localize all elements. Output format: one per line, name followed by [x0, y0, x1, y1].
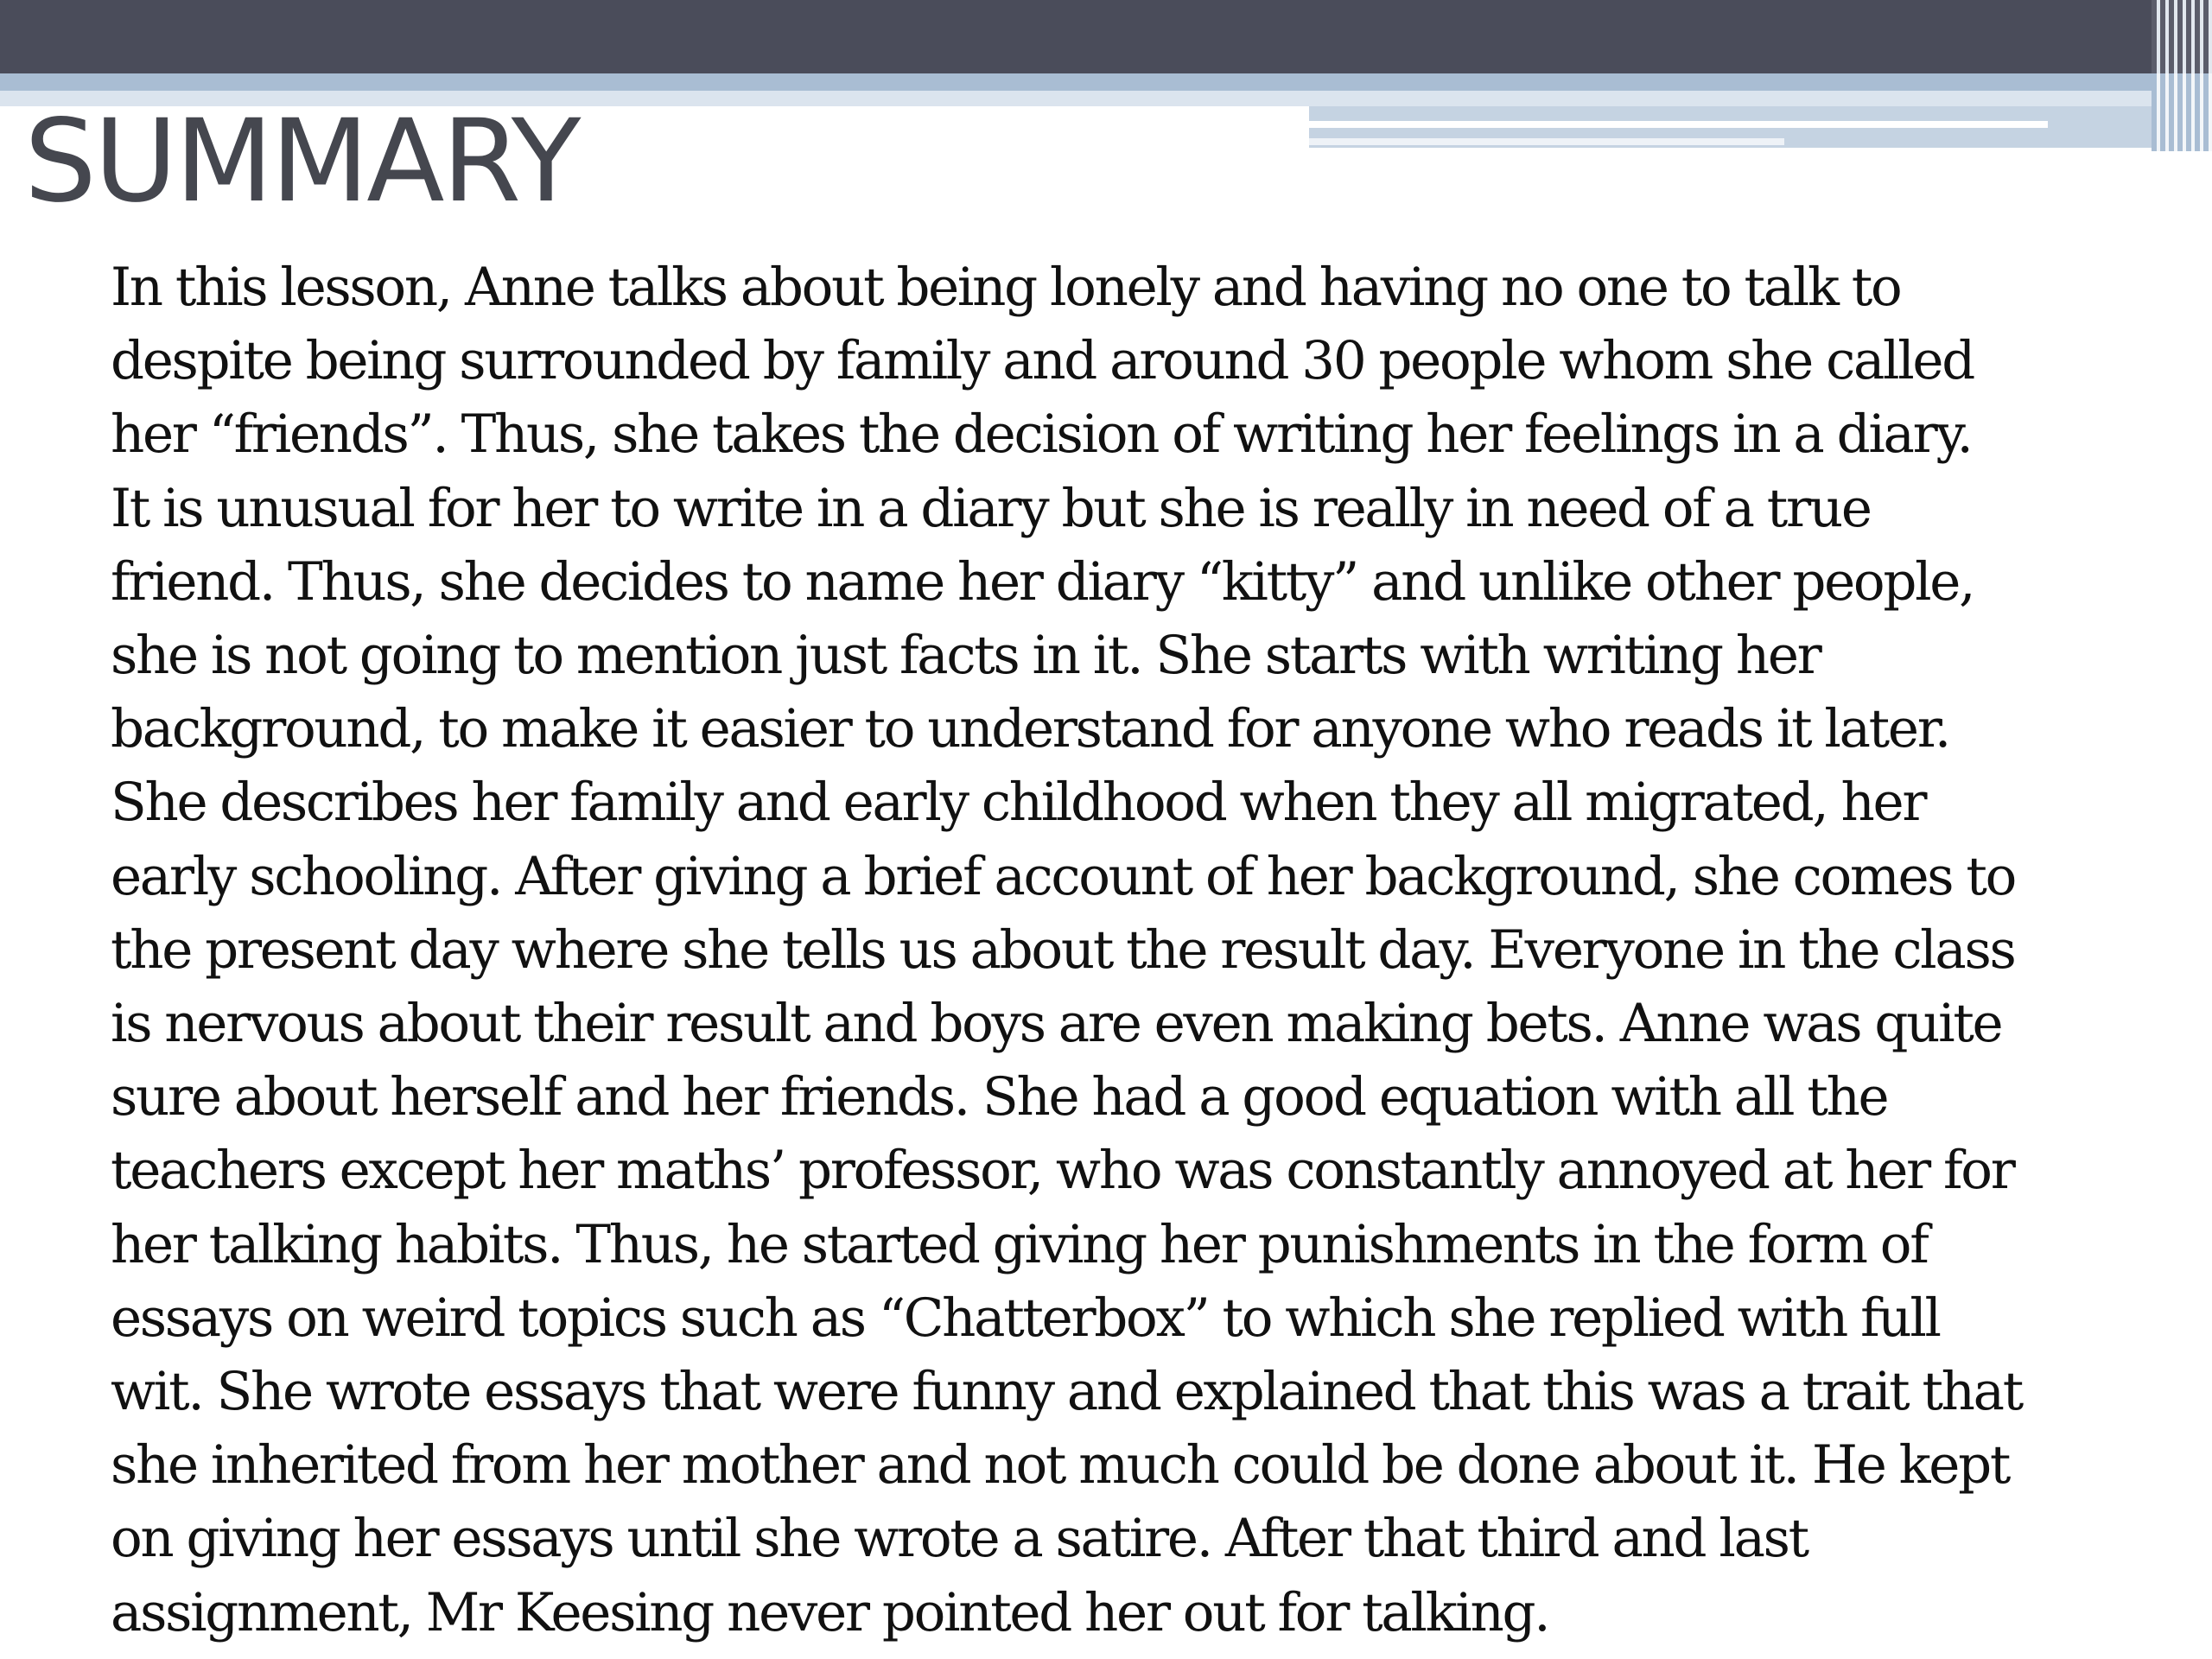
accent-band [0, 73, 2212, 91]
header-bar [0, 0, 2212, 73]
accent-line [1309, 138, 1784, 145]
slide-title: SUMMARY [24, 95, 579, 228]
corner-decoration [2152, 73, 2212, 151]
accent-line [1309, 121, 2048, 128]
summary-body-text: In this lesson, Anne talks about being lonely and having no one to talk to despite being surrounded by family and around 30 people whom she called her “friends”. Thus, she takes the decision of writing her feelings in a diary. It is unusual for her to write in a diary but she is really in need of a true friend. Thus, she decides to name her diary “kitty” and unlike other people, she is not going to mention just facts in it. She starts with writing her background, to make it easier to understand for anyone who reads it later. She describes her family and early childhood when they all migrated, her early schooling. After giving a brief account of her background, she comes to the present day where she tells us about the result day. Everyone in the class is nervous about their result and boys are even making bets. Anne was quite sure about herself and her friends. She had a good equation with all the teachers except her maths’ professor, who was constantly annoyed at her for her talking habits. Thus, he started giving her punishments in the form of essays on weird topics such as “Chatterbox” to which she replied with full wit. She wrote essays that were funny and explained that this was a trait that she inherited from her mother and not much could be done about it. He kept on giving her essays until she wrote a satire. After that third and last assignment, Mr Keesing never pointed her out for talking. [111, 257, 2022, 1643]
